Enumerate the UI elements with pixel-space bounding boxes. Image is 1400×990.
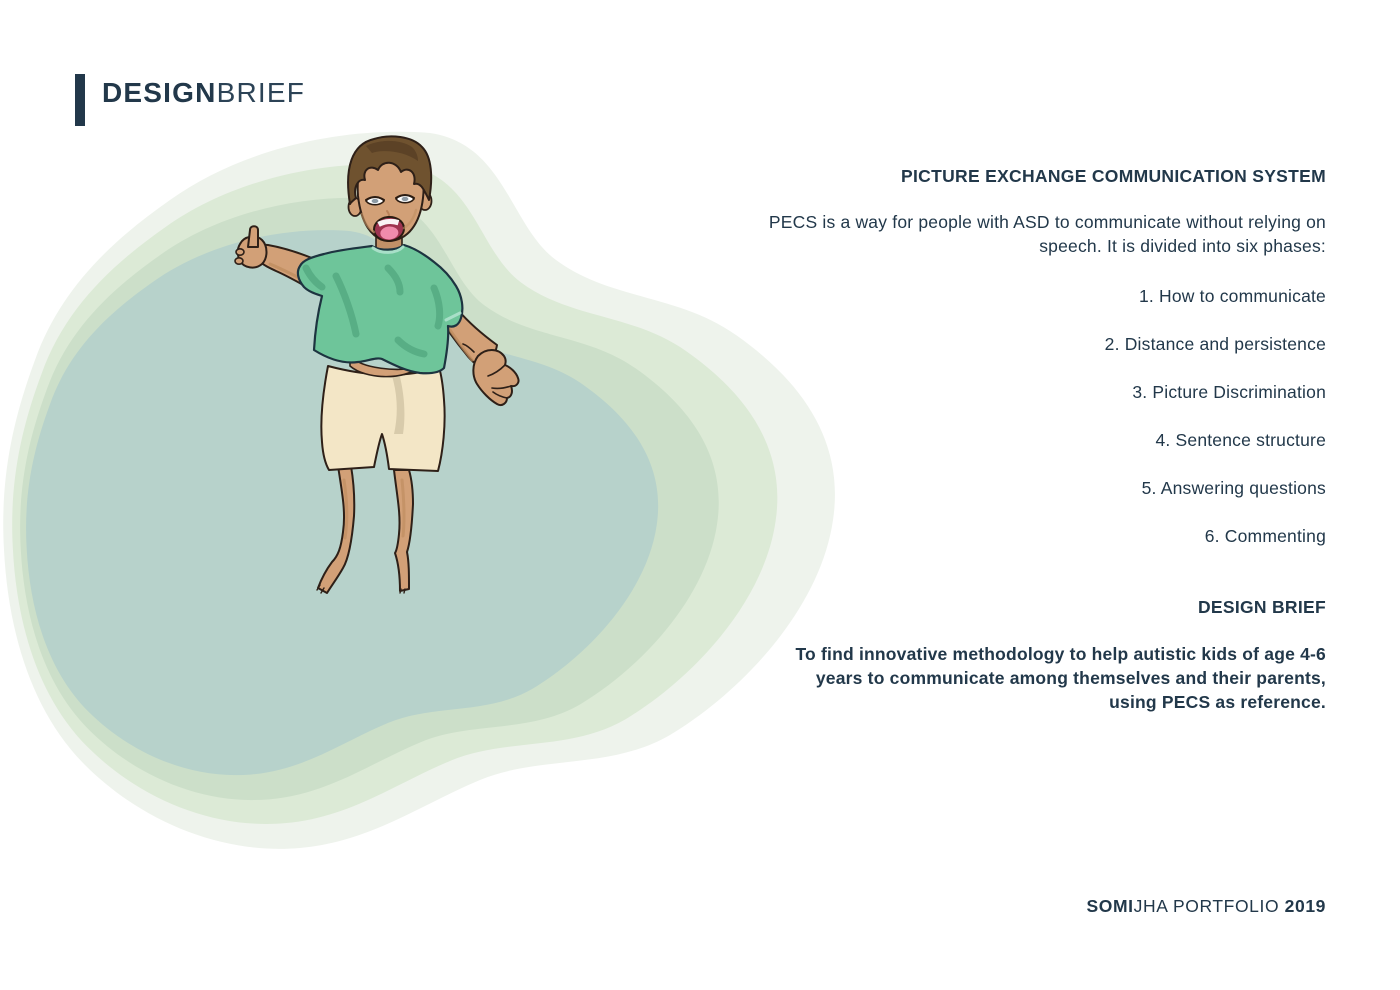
- design-brief-heading: DESIGN BRIEF: [1197, 597, 1326, 617]
- page-title-light: BRIEF: [216, 77, 306, 108]
- pecs-phase-list: [766, 286, 1326, 546]
- phase-item-4: 4. Sentence structure: [1155, 430, 1326, 450]
- pecs-heading: PICTURE EXCHANGE COMMUNICATION SYSTEM: [901, 166, 1326, 186]
- phase-item-2: 2. Distance and persistence: [1104, 334, 1326, 354]
- phase-item-3: 3. Picture Discrimination: [1132, 382, 1326, 402]
- phase-item-1: 1. How to communicate: [1138, 286, 1326, 306]
- page-title-bold: DESIGN: [102, 77, 217, 108]
- footer-name-bold: SOMI: [1086, 896, 1134, 916]
- title-accent-bar: [75, 74, 85, 126]
- jumping-boy-svg: [0, 128, 840, 860]
- footer: [1087, 896, 1327, 917]
- boy-shirt: [298, 245, 462, 373]
- content-column: [766, 166, 1326, 714]
- blob-layers: [3, 132, 835, 849]
- footer-name-rest: JHA PORTFOLIO: [1133, 896, 1285, 916]
- page-title: [102, 78, 305, 108]
- jumping-boy-illustration: [0, 128, 840, 865]
- pecs-intro: PECS is a way for people with ASD to communicate without relying on speech. It is divided into six phases:: [768, 212, 1326, 256]
- phase-item-5: 5. Answering questions: [1141, 478, 1326, 498]
- phase-item-6: 6. Commenting: [1204, 526, 1326, 546]
- page-title-block: [75, 72, 305, 126]
- design-brief-body: To find innovative methodology to help autistic kids of age 4-6 years to communicate among themselves and their parents, using PECS as reference.: [795, 644, 1326, 712]
- footer-year: 2019: [1284, 896, 1326, 916]
